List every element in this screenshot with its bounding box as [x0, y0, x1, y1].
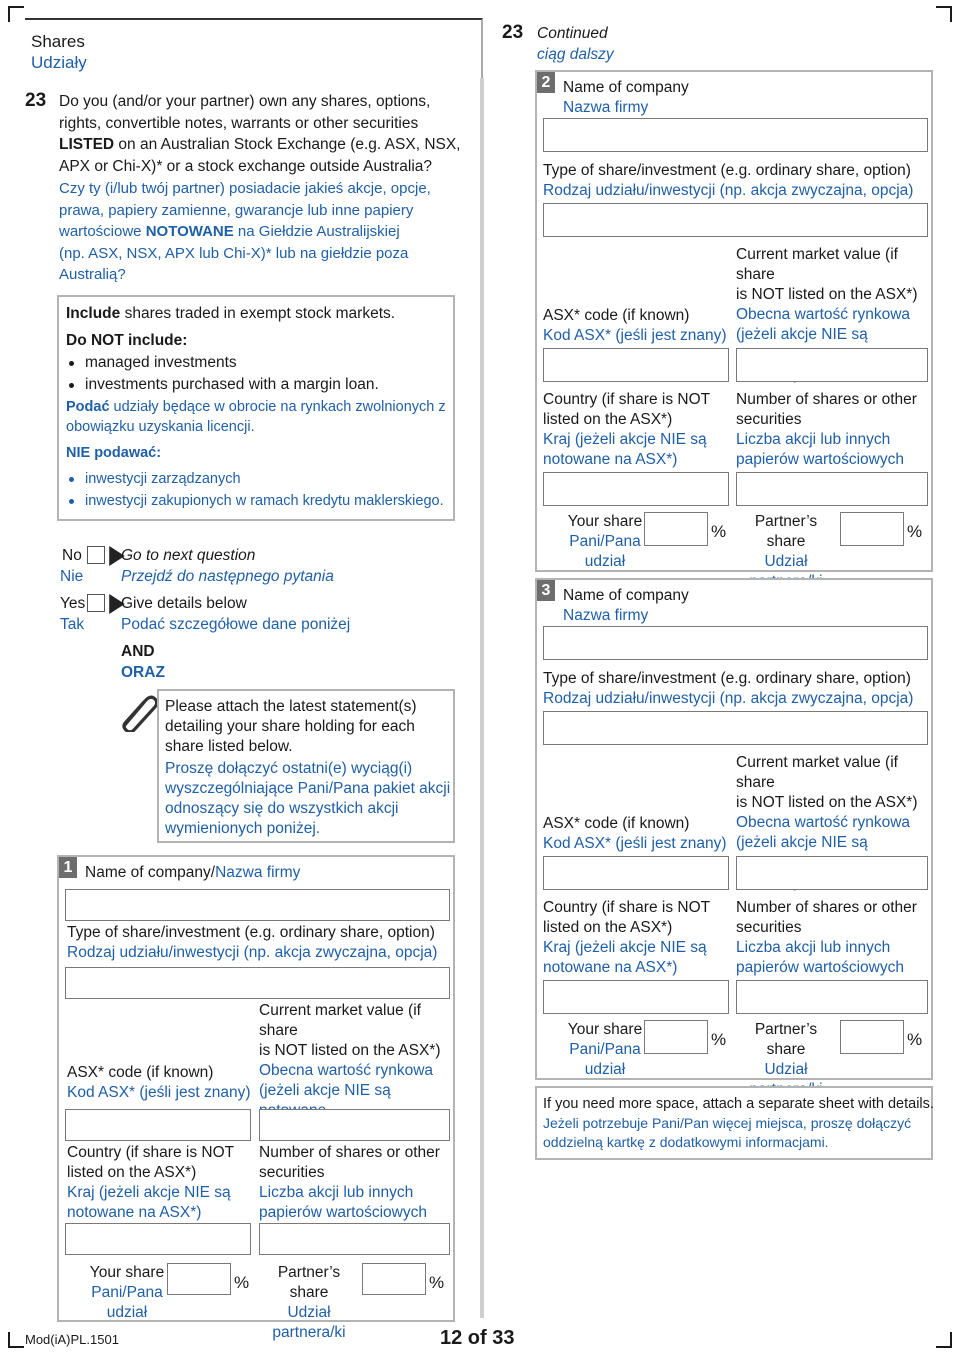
- podac-text: Podać udziały będące w obrocie na rynkach zwolnionych z obowiązku uzyskania licencji.: [66, 399, 446, 435]
- section-3-country-label: Country (if share is NOT listed on the ASX*) Kraj (jeżeli akcje NIE są notowane na ASX*): [543, 899, 711, 976]
- section-1-type-label-pl: Rodzaj udziału/inwestycji (np. akcja zwyczajna, opcja): [67, 944, 438, 961]
- section-2-cmv-input[interactable]: [736, 348, 928, 382]
- share-section-3: [535, 578, 933, 1080]
- section-1-country-input[interactable]: [65, 1223, 251, 1255]
- page-number: 12 of 33: [440, 1327, 515, 1349]
- header-title-en: Shares: [31, 32, 85, 51]
- section-3-partner-share-percent: %: [907, 1030, 923, 1049]
- section-1-number-label: Number of shares or other securities Liczba akcji lub innych papierów wartościowych: [259, 1144, 440, 1221]
- bullet-icon: [69, 361, 74, 366]
- section-1-name-label: Name of company/Nazwa firmy: [85, 864, 301, 881]
- more-space-en: If you need more space, attach a separate sheet with details.: [543, 1096, 934, 1112]
- section-1-type-input[interactable]: [65, 967, 450, 999]
- section-2-your-share-input[interactable]: [644, 512, 708, 546]
- question-number: 23: [25, 90, 47, 111]
- section-3-type-input[interactable]: [543, 711, 928, 745]
- question-text-en: Do you (and/or your partner) own any shares, options, rights, convertible notes, warrants or other securities LISTED on an Australian Stock Exchange (e.g. ASX, NSX, APX or Chi-X)* or a stock exchange outside Australia?: [59, 93, 461, 175]
- section-1-your-share-percent: %: [234, 1273, 250, 1292]
- no-goto-pl: Przejdź do następnego pytania: [121, 568, 334, 585]
- section-1-country-label: Country (if share is NOT listed on the ASX*) Kraj (jeżeli akcje NIE są notowane na ASX*): [67, 1144, 235, 1221]
- section-1-asx-input[interactable]: [65, 1109, 251, 1141]
- do-not-include-heading: Do NOT include:: [66, 332, 188, 349]
- section-1-asx-label: ASX* code (if known) Kod ASX* (jeśli jest znany): [67, 1064, 251, 1101]
- section-3-country-input[interactable]: [543, 980, 729, 1014]
- attach-text-en: Please attach the latest statement(s) detailing your share holding for each share listed below.: [165, 698, 417, 755]
- section-2-name-input[interactable]: [543, 118, 928, 152]
- section-2-asx-input[interactable]: [543, 348, 729, 382]
- section-3-number-input[interactable]: [736, 980, 928, 1014]
- corner-mark-top-right: [936, 6, 952, 22]
- section-2-type-label-pl: Rodzaj udziału/inwestycji (np. akcja zwyczajna, opcja): [543, 182, 914, 199]
- question-text-pl: Czy ty (i/lub twój partner) posiadacie jakieś akcje, opcje, prawa, papiery zamienne, gwarancje lub inne papiery wartościowe NOTOWANE na Giełdzie Australijskiej (np. ASX, NSX, APX lub Chi-X)* lub na giełdzie poza Australią?: [59, 180, 431, 283]
- attach-text-pl: Proszę dołączyć ostatni(e) wyciąg(i) wyszczególniające Pani/Pana pakiet akcji odnoszący się do wszystkich akcji wymienionych poniżej.: [165, 760, 451, 837]
- bullet-icon: [69, 477, 74, 482]
- section-3-asx-label: ASX* code (if known) Kod ASX* (jeśli jest znany): [543, 815, 727, 852]
- section-1-partner-share-input[interactable]: [362, 1263, 426, 1295]
- section-header: [25, 18, 483, 78]
- section-3-your-share-percent: %: [711, 1030, 727, 1049]
- section-2-number-input[interactable]: [736, 472, 928, 506]
- yes-goto-en: Give details below: [121, 595, 247, 612]
- section-3-type-label-pl: Rodzaj udziału/inwestycji (np. akcja zwyczajna, opcja): [543, 690, 914, 707]
- section-2-country-input[interactable]: [543, 472, 729, 506]
- no-checkbox[interactable]: [87, 546, 105, 564]
- section-1-your-share-label: Your share Pani/Pana udział: [89, 1264, 165, 1321]
- section-3-name-input[interactable]: [543, 626, 928, 660]
- continued-question-number: 23: [502, 22, 524, 43]
- form-code: Mod(iA)PL.1501: [25, 1332, 119, 1347]
- section-3-cmv-input[interactable]: [736, 856, 928, 890]
- section-3-partner-share-input[interactable]: [840, 1020, 904, 1054]
- oraz-label: ORAZ: [121, 664, 165, 681]
- bullet-icon: [69, 499, 74, 504]
- share-section-2: [535, 70, 933, 572]
- header-title-pl: Udziały: [31, 53, 87, 72]
- section-2-your-share-percent: %: [711, 522, 727, 541]
- section-1-your-share-input[interactable]: [167, 1263, 231, 1295]
- section-2-partner-share-percent: %: [907, 522, 923, 541]
- section-2-type-input[interactable]: [543, 203, 928, 237]
- no-label-en: No: [62, 547, 82, 564]
- corner-mark-bottom-right: [936, 1332, 952, 1348]
- section-3-name-label: Name of company Nazwa firmy: [563, 587, 689, 624]
- section-1-badge: 1: [59, 857, 77, 878]
- section-1-name-input[interactable]: [65, 889, 450, 921]
- include-text: Include shares traded in exempt stock markets.: [66, 305, 396, 322]
- section-2-number-label: Number of shares or other securities Liczba akcji lub innych papierów wartościowych: [736, 391, 917, 468]
- continued-en: Continued: [537, 25, 608, 42]
- nie-podawac-heading: NIE podawać:: [66, 445, 162, 461]
- more-space-pl: Jeżeli potrzebuje Pani/Pan więcej miejsca, proszę dołączyć oddzielną kartkę z dodatkowymi informacjami.: [543, 1115, 912, 1150]
- more-space-note: [535, 1086, 933, 1160]
- yes-label-pl: Tak: [60, 616, 85, 633]
- section-2-partner-share-label: Partner’s share Udział: [754, 513, 818, 570]
- section-1-type-label-en: Type of share/investment (e.g. ordinary share, option): [67, 924, 435, 941]
- corner-mark-bottom-left: [8, 1332, 24, 1348]
- include-info-box: [57, 295, 455, 521]
- column-divider: [480, 78, 484, 1318]
- no-goto-en: Go to next question: [121, 547, 256, 564]
- bullet-managed-investments: managed investments: [85, 354, 237, 371]
- section-3-your-share-label: Your share Pani/Pana udział: [567, 1021, 643, 1078]
- section-3-type-label-en: Type of share/investment (e.g. ordinary share, option): [543, 670, 911, 687]
- yes-label-en: Yes: [60, 595, 86, 612]
- section-1-cmv-label: Current market value (if share is NOT listed on the ASX*) Obecna wartość rynkowa (jeżeli akcje NIE są: [259, 1002, 441, 1099]
- section-3-number-label: Number of shares or other securities Liczba akcji lub innych papierów wartościowych: [736, 899, 917, 976]
- section-3-partner-share-label: Partner’s share Udział: [754, 1021, 818, 1078]
- corner-mark-top-left: [8, 6, 24, 22]
- attach-statement-box: [157, 689, 455, 843]
- share-section-1: [57, 855, 455, 1341]
- section-1-cmv-input[interactable]: [259, 1109, 450, 1141]
- and-label: AND: [121, 643, 155, 660]
- section-3-your-share-input[interactable]: [644, 1020, 708, 1054]
- section-2-your-share-label: Your share Pani/Pana udział: [567, 513, 643, 570]
- section-2-name-label: Name of company Nazwa firmy: [563, 79, 689, 116]
- pl-bullet-kredytu: inwestycji zakupionych w ramach kredytu maklerskiego.: [85, 493, 444, 509]
- section-1-partner-share-label: Partner’s share Udział partnera/ki: [272, 1264, 346, 1341]
- section-1-number-input[interactable]: [259, 1223, 450, 1255]
- section-3-asx-input[interactable]: [543, 856, 729, 890]
- pl-bullet-zarzadzanych: inwestycji zarządzanych: [85, 471, 241, 487]
- continued-pl: ciąg dalszy: [537, 46, 614, 63]
- section-2-cmv-label: Current market value (if share is NOT listed on the ASX*) Obecna wartość rynkowa (jeżeli akcje NIE są: [736, 246, 918, 343]
- section-2-type-label-en: Type of share/investment (e.g. ordinary share, option): [543, 162, 911, 179]
- section-2-country-label: Country (if share is NOT listed on the ASX*) Kraj (jeżeli akcje NIE są notowane na ASX*): [543, 391, 711, 468]
- bullet-margin-loan: investments purchased with a margin loan.: [85, 376, 379, 393]
- section-2-partner-share-input[interactable]: [840, 512, 904, 546]
- section-2-badge: 2: [537, 72, 555, 93]
- section-3-badge: 3: [537, 580, 555, 601]
- yes-goto-pl: Podać szczegółowe dane poniżej: [121, 616, 351, 633]
- paperclip-icon: [116, 692, 160, 732]
- yes-checkbox[interactable]: [87, 594, 105, 612]
- section-3-cmv-label: Current market value (if share is NOT listed on the ASX*) Obecna wartość rynkowa (jeżeli akcje NIE są: [736, 754, 918, 851]
- section-1-partner-share-percent: %: [429, 1273, 445, 1292]
- bullet-icon: [69, 383, 74, 388]
- no-label-pl: Nie: [60, 568, 84, 585]
- section-2-asx-label: ASX* code (if known) Kod ASX* (jeśli jest znany): [543, 307, 727, 344]
